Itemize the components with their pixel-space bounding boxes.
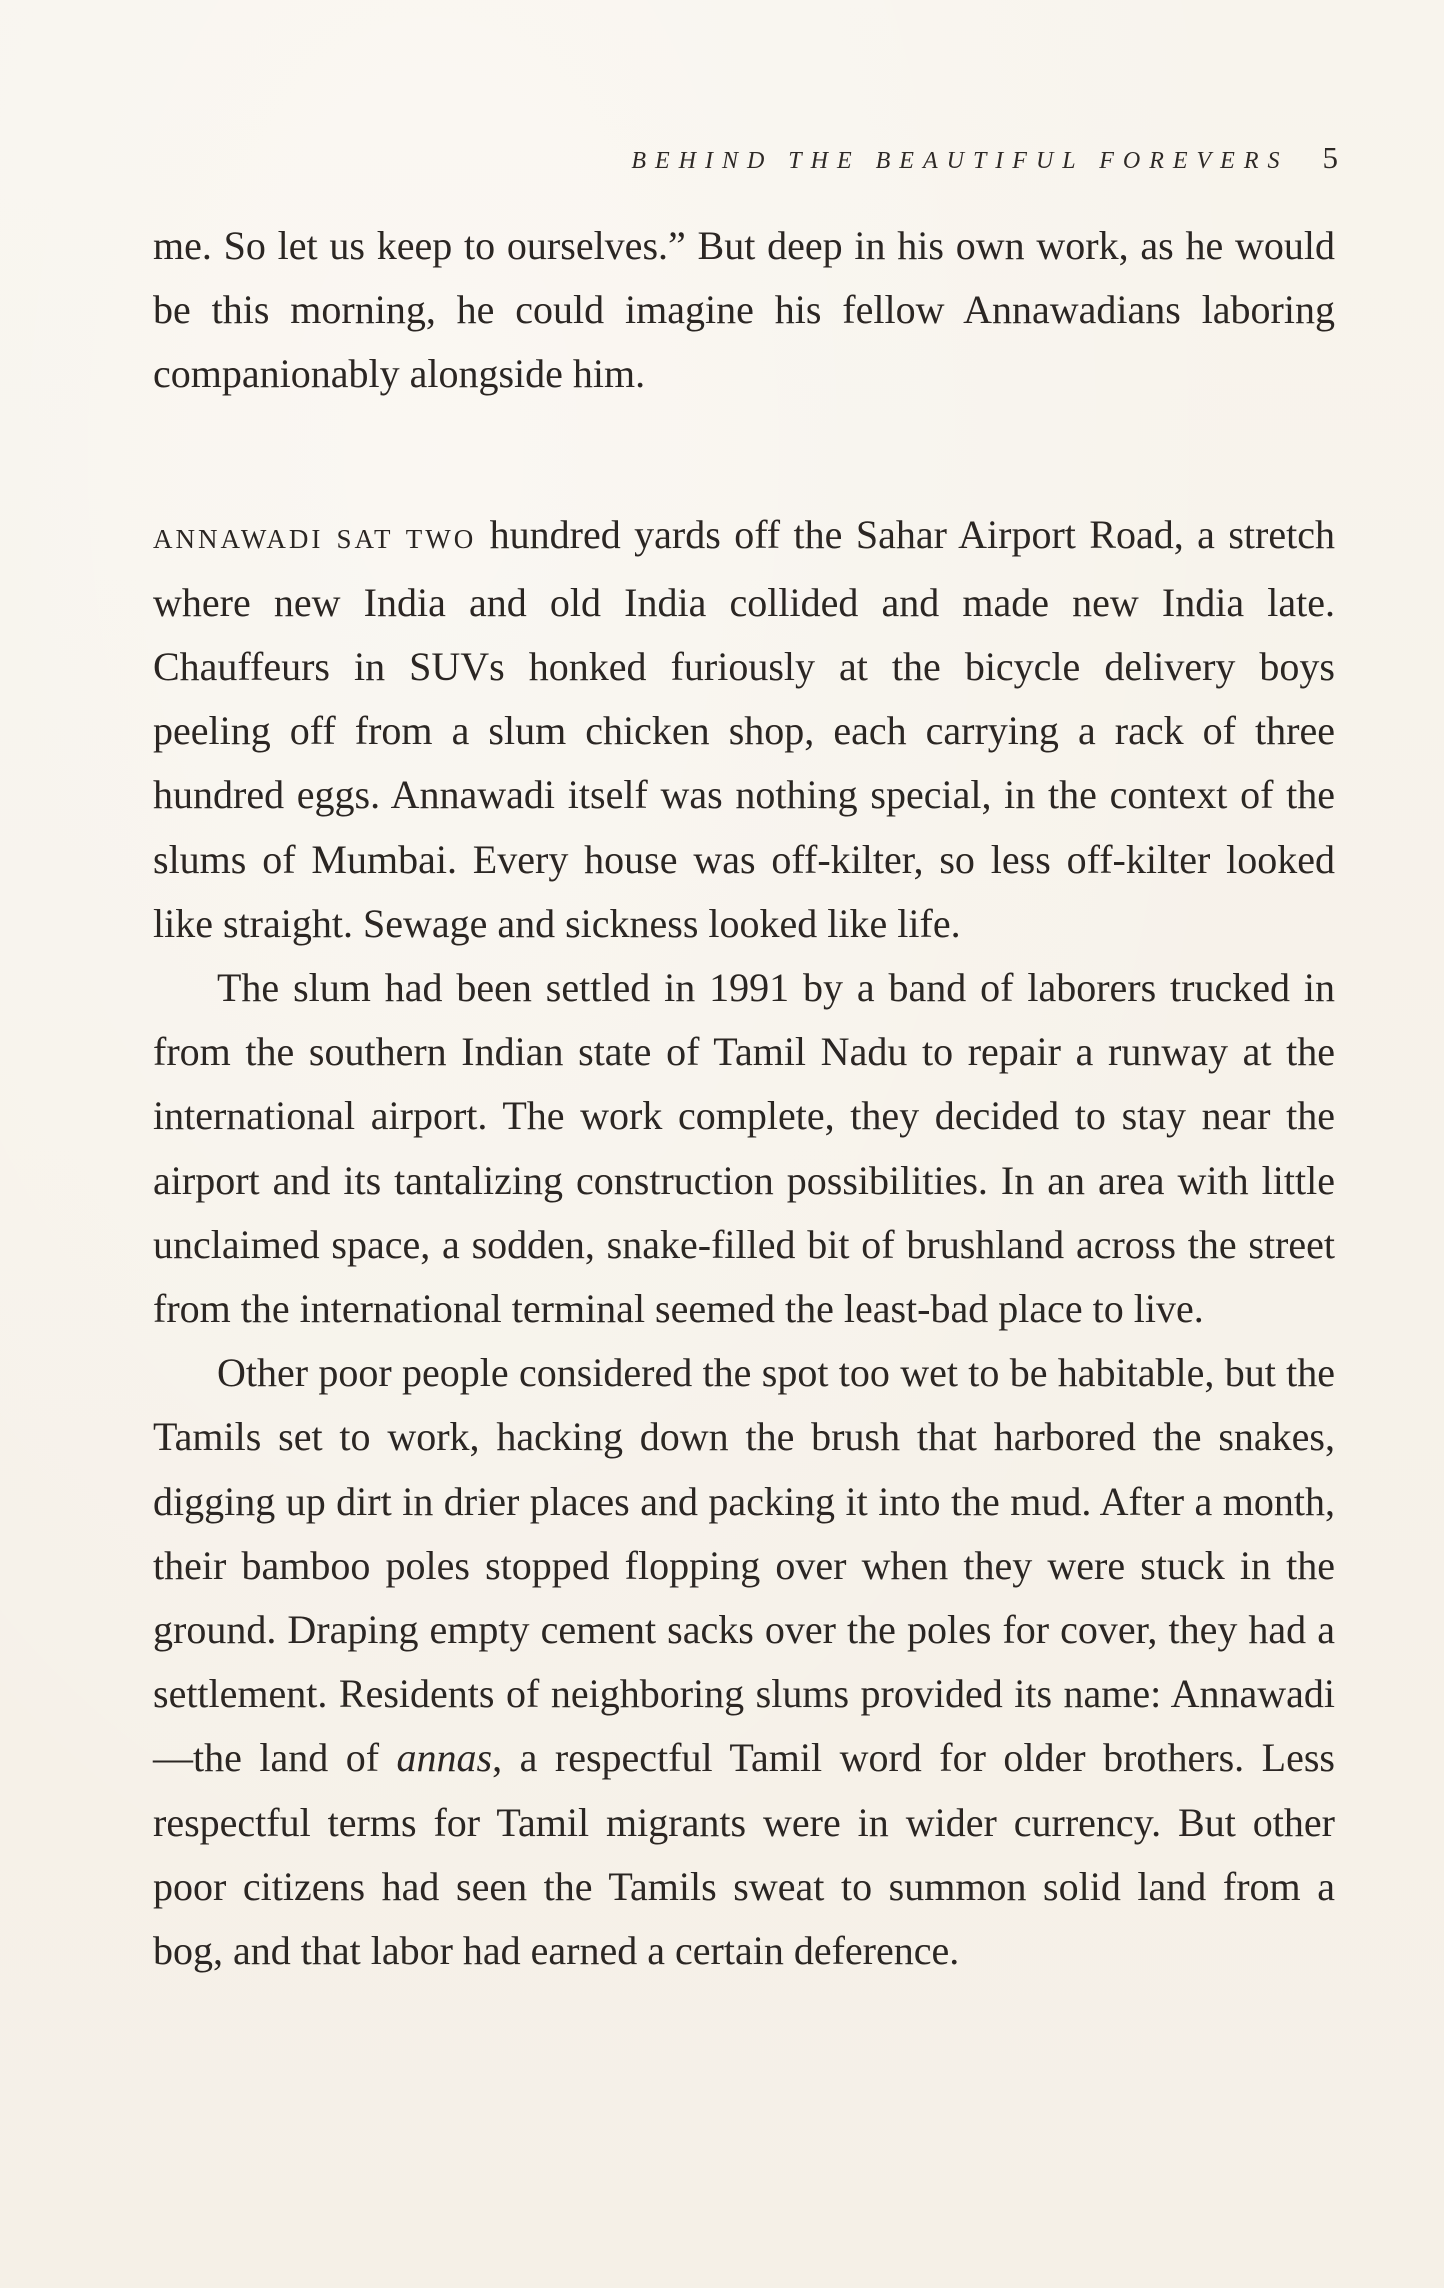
- paragraph-text: , a respectful Tamil word for older brothers. Less respectful terms for Tamil migrants were in wider currency. But other poor citizens had seen the Tamils sweat to summon solid land from a bog, and that labor had earned a certain deference.: [153, 1735, 1335, 1974]
- section-lead-smallcaps: ANNAWADI SAT TWO: [153, 523, 477, 554]
- body-text: [153, 214, 1335, 1983]
- paragraph: [153, 1341, 1335, 1983]
- paragraph-text: hundred yards off the Sahar Airport Road, a stretch where new India and old India collided and made new India late. Chauffeurs in SUVs honked furiously at the bicycle delivery boys peeling off from a slum chicken shop, each carrying a rack of three hundred eggs. Annawadi itself was nothing special, in the context of the slums of Mumbai. Every house was off-kilter, so less off-kilter looked like straight. Sewage and sickness looked like life.: [153, 511, 1335, 946]
- paragraph-text: The slum had been settled in 1991 by a band of laborers trucked in from the southern Indian state of Tamil Nadu to repair a runway at the international airport. The work complete, they decided to stay near the airport and its tantalizing construction possibilities. In an area with little unclaimed space, a sodden, snake-filled bit of brushland across the street from the international terminal seemed the least-bad place to live.: [153, 965, 1335, 1332]
- running-title: BEHIND THE BEAUTIFUL FOREVERS: [631, 148, 1289, 174]
- paragraph-text: me. So let us keep to ourselves.” But deep in his own work, as he would be this morning, he could imagine his fellow Annawadians laboring companionably alongside him.: [153, 223, 1335, 397]
- paragraph-section-start: [153, 503, 1335, 956]
- italic-term: annas: [396, 1735, 493, 1781]
- paragraph-continuation: [153, 214, 1335, 407]
- page-number: 5: [1322, 140, 1338, 175]
- running-head: [560, 140, 1338, 180]
- paragraph: [153, 956, 1335, 1341]
- paragraph-text: Other poor people considered the spot too wet to be habitable, but the Tamils set to work, hacking down the brush that harbored the snakes, digging up dirt in drier places and packing it into the mud. After a month, their bamboo poles stopped flopping over when they were stuck in the ground. Draping empty cement sacks over the poles for cover, they had a settlement. Residents of neighboring slums provided its name: Annawadi—the land of: [153, 1350, 1335, 1781]
